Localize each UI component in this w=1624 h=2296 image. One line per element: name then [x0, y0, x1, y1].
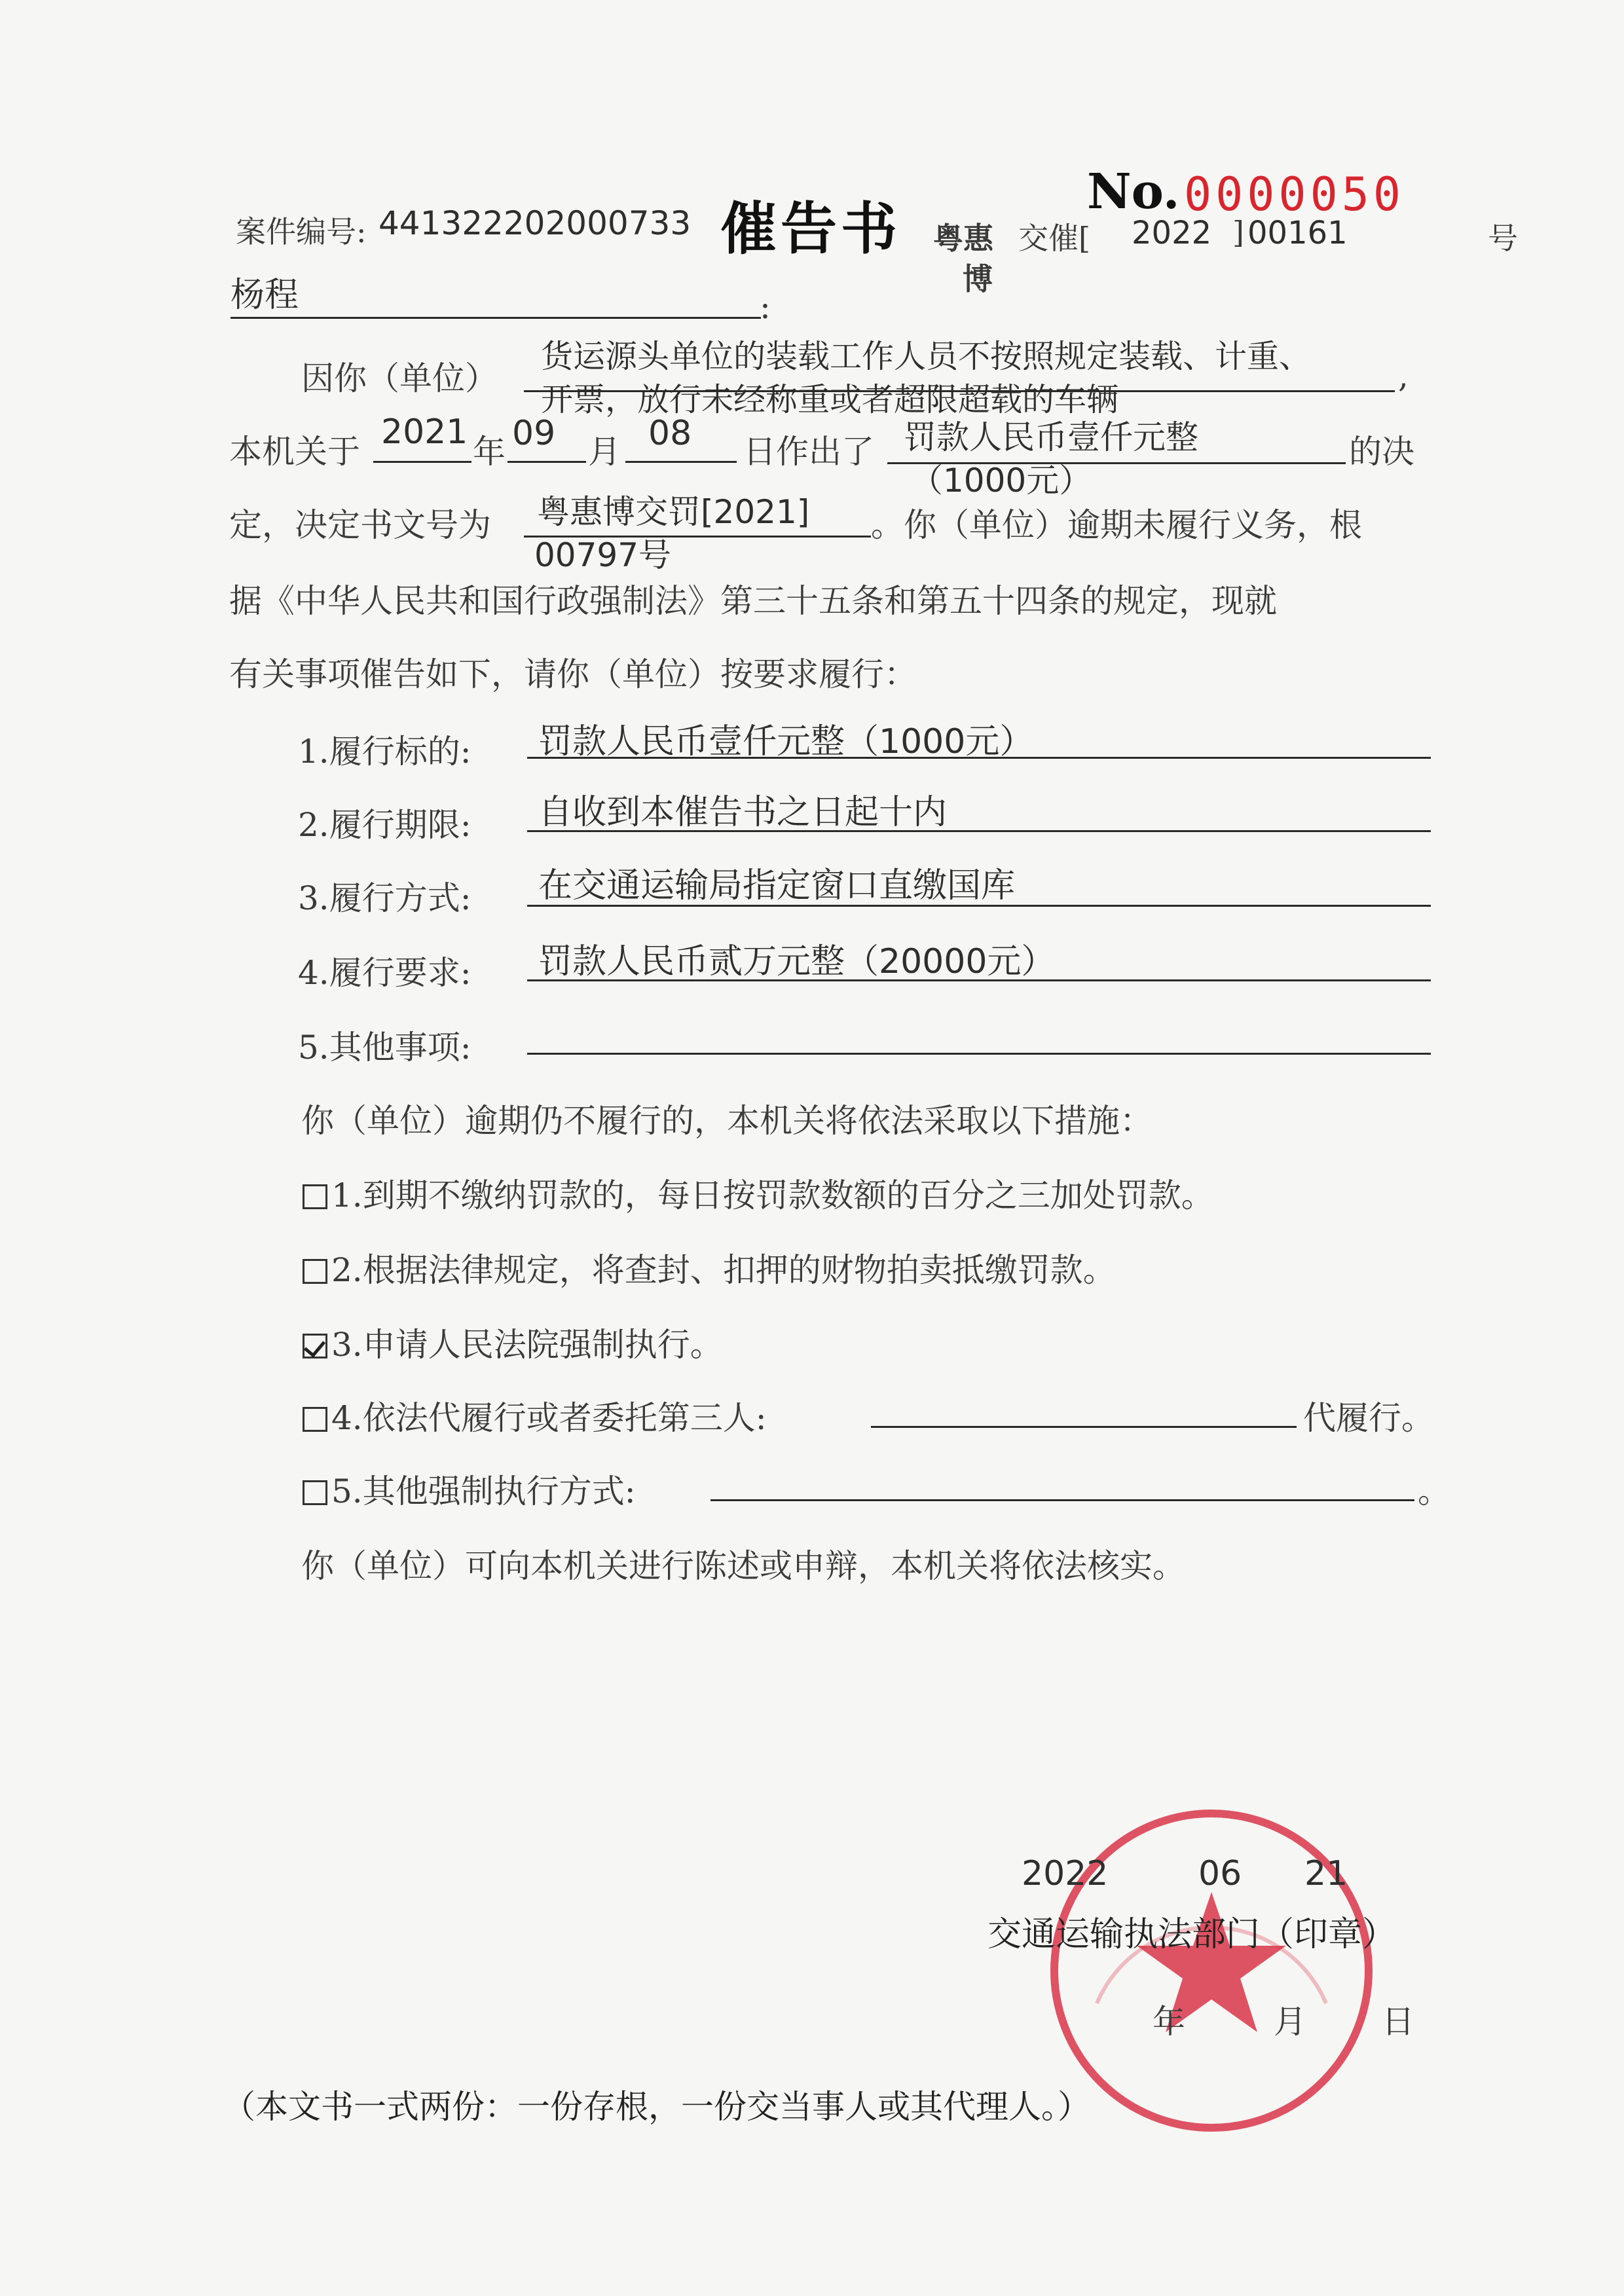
p2-end: 的决	[1349, 433, 1414, 471]
item-4-label: 4.履行要求:	[298, 954, 471, 992]
item-5-label: 5.其他事项:	[298, 1029, 471, 1066]
measure-4-text: 4.依法代履行或者委托第三人:	[331, 1399, 767, 1437]
decision-day: 08	[648, 414, 692, 453]
nian-label: 年	[473, 433, 506, 471]
item-5-underline	[527, 1053, 1431, 1055]
measure-5-underline	[710, 1499, 1414, 1501]
sign-nian: 年	[1153, 2003, 1185, 2041]
p1-lead: 因你（单位）	[301, 359, 498, 397]
ref-prefix: 粤惠	[933, 221, 993, 256]
item-3-label: 3.履行方式:	[298, 879, 471, 917]
ref-year: 2022	[1132, 215, 1212, 251]
p2-lead: 本机关于	[229, 433, 360, 471]
year-underline	[373, 461, 471, 463]
serial-number-label: No.	[1087, 164, 1180, 220]
measure-4-checkbox[interactable]	[303, 1407, 327, 1432]
p1-end: ,	[1398, 357, 1409, 395]
measure-4-underline	[871, 1426, 1297, 1428]
decision-doc-no-line2: 00797号	[534, 536, 672, 574]
recipient-underline	[231, 317, 761, 319]
document-title: 催告书	[720, 196, 901, 262]
ref-prefix-line2: 博	[963, 261, 993, 297]
issuing-department: 交通运输执法部门（印章）	[987, 1915, 1397, 1954]
measure-5-suffix: 。	[1418, 1472, 1450, 1510]
decision-underline	[887, 462, 1346, 464]
item-2-value: 自收到本催告书之日起十内	[538, 793, 948, 832]
ref-bracket: ]	[1232, 215, 1244, 250]
sign-ri: 日	[1382, 2003, 1414, 2041]
sign-year: 2022	[1022, 1854, 1109, 1893]
measure-3-text: 3.申请人民法院强制执行。	[331, 1326, 723, 1364]
measure-2-checkbox[interactable]	[303, 1259, 327, 1284]
yue-label: 月	[588, 433, 621, 471]
ref-suffix: 号	[1488, 221, 1518, 256]
month-underline	[507, 461, 586, 463]
ri-label: 日作出了	[743, 433, 874, 471]
item-4-value: 罚款人民币贰万元整（20000元）	[538, 942, 1056, 981]
ref-mid: 交催[	[1018, 221, 1090, 256]
case-number: 441322202000733	[378, 204, 692, 242]
measure-2	[303, 1244, 1116, 1291]
item-1-label: 1.履行标的:	[298, 733, 471, 771]
measure-2-text: 2.根据法律规定，将查封、扣押的财物拍卖抵缴罚款。	[331, 1251, 1116, 1289]
sign-yue: 月	[1274, 2003, 1306, 2041]
measure-3	[303, 1319, 723, 1366]
measure-1	[303, 1169, 1214, 1216]
item-2-underline	[527, 830, 1431, 832]
item-4-underline	[527, 979, 1431, 981]
footer-note: （本文书一式两份：一份存根，一份交当事人或其代理人。）	[223, 2088, 1090, 2126]
measure-1-checkbox[interactable]	[303, 1184, 327, 1209]
measure-4-suffix: 代履行。	[1303, 1399, 1434, 1437]
item-2-label: 2.履行期限:	[298, 806, 471, 844]
decision-content-line2: （1000元）	[910, 462, 1092, 500]
p3-tail: 。你（单位）逾期未履行义务，根	[871, 506, 1362, 544]
measure-4	[303, 1392, 767, 1439]
ref-number: 00161	[1247, 215, 1348, 251]
item-3-underline	[527, 905, 1431, 907]
measure-3-checkbox[interactable]	[303, 1334, 327, 1358]
recipient-colon: :	[760, 288, 771, 326]
item-1-underline	[527, 757, 1431, 759]
day-underline	[625, 461, 737, 463]
doc-no-underline	[524, 536, 871, 538]
measure-5	[303, 1465, 636, 1512]
sign-month: 06	[1198, 1854, 1242, 1893]
measure-5-checkbox[interactable]	[303, 1480, 327, 1505]
measures-intro: 你（单位）逾期仍不履行的，本机关将依法采取以下措施：	[301, 1102, 1153, 1140]
item-3-value: 在交通运输局指定窗口直缴国库	[538, 866, 1016, 905]
p5: 有关事项催告如下，请你（单位）按要求履行：	[229, 655, 917, 693]
p1-reason-line2: 开票，放行未经称重或者超限超载的车辆	[541, 381, 1119, 418]
p3-lead: 定，决定书文号为	[229, 506, 491, 544]
measure-1-text: 1.到期不缴纳罚款的，每日按罚款数额的百分之三加处罚款。	[331, 1176, 1214, 1214]
p1-underline	[524, 390, 1395, 392]
measure-5-text: 5.其他强制执行方式:	[331, 1472, 636, 1510]
decision-doc-no-line1: 粤惠博交罚[2021]	[537, 493, 810, 531]
p4: 据《中华人民共和国行政强制法》第三十五条和第五十四条的规定，现就	[229, 582, 1277, 620]
decision-year: 2021	[381, 412, 468, 452]
decision-content-line1: 罚款人民币壹仟元整	[904, 418, 1198, 456]
p1-reason-line1: 货运源头单位的装载工作人员不按照规定装载、计重、	[541, 338, 1312, 375]
sign-day: 21	[1304, 1854, 1348, 1893]
case-number-label: 案件编号:	[236, 214, 367, 249]
statement: 你（单位）可向本机关进行陈述或申辩，本机关将依法核实。	[301, 1547, 1185, 1585]
item-1-value: 罚款人民币壹仟元整（1000元）	[538, 722, 1034, 761]
decision-month: 09	[512, 414, 556, 453]
serial-number: 0000050	[1184, 168, 1405, 221]
recipient-name: 杨程	[231, 276, 299, 315]
